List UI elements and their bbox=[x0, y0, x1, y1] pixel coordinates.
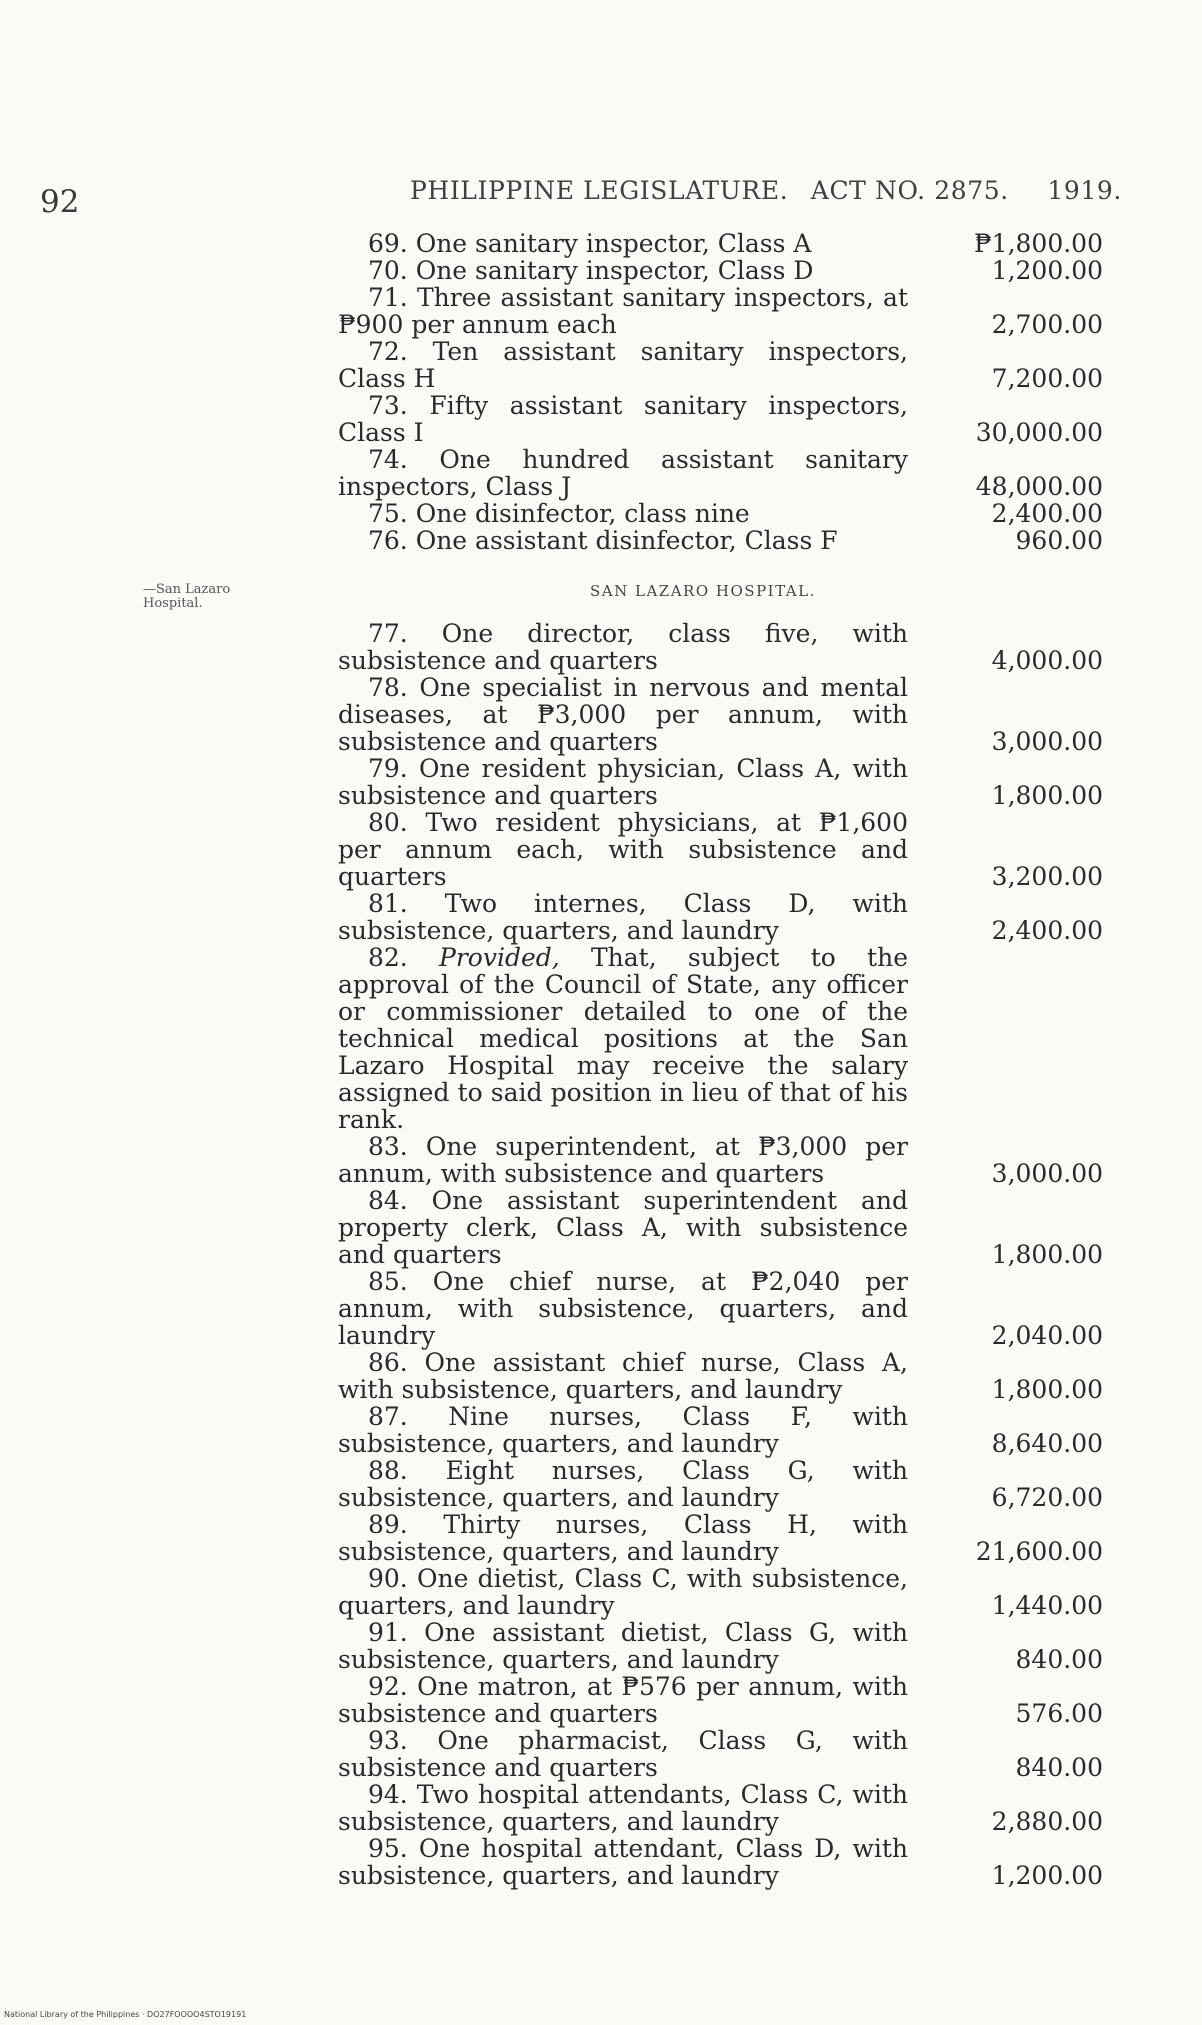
running-head-title: PHILIPPINE LEGISLATURE. bbox=[410, 176, 789, 205]
line-item-text: 79. One resident physician, Class A, with subsistence and quarters bbox=[338, 754, 908, 810]
line-item bbox=[338, 944, 1103, 1133]
line-item-amount: 1,800.00 bbox=[991, 1240, 1103, 1269]
line-item bbox=[338, 257, 1103, 284]
line-item bbox=[338, 620, 1103, 674]
line-item-text: 72. Ten assistant sanitary inspectors, Class H bbox=[338, 337, 908, 393]
line-item-text: 74. One hundred assistant sanitary inspectors, Class J bbox=[338, 445, 908, 501]
line-item-text: 73. Fifty assistant sanitary inspectors, Class I bbox=[338, 391, 908, 447]
footer-credit: National Library of the Philippines · DO27FOOOO4STO19191 bbox=[4, 2010, 247, 2019]
line-item bbox=[338, 338, 1103, 392]
line-item bbox=[338, 1781, 1103, 1835]
line-item-amount: 3,000.00 bbox=[991, 727, 1103, 756]
line-item-text: 85. One chief nurse, at ₱2,040 per annum, with subsistence, quarters, and laundry bbox=[338, 1267, 908, 1350]
line-item-amount: 2,700.00 bbox=[991, 310, 1103, 339]
line-item-amount: 1,440.00 bbox=[991, 1591, 1103, 1620]
line-item-text: 76. One assistant disinfector, Class F bbox=[368, 526, 838, 555]
line-item-amount: 840.00 bbox=[1015, 1753, 1103, 1782]
line-item-text: 90. One dietist, Class C, with subsistence, quarters, and laundry bbox=[338, 1564, 908, 1620]
line-item bbox=[338, 527, 1103, 554]
line-item-text: 92. One matron, at ₱576 per annum, with subsistence and quarters bbox=[338, 1672, 908, 1728]
line-item bbox=[338, 284, 1103, 338]
line-item-text: 83. One superintendent, at ₱3,000 per annum, with subsistence and quarters bbox=[338, 1132, 908, 1188]
line-item bbox=[338, 446, 1103, 500]
line-item-amount: 960.00 bbox=[1015, 526, 1103, 555]
page-number: 92 bbox=[40, 184, 80, 220]
line-item-text: 95. One hospital attendant, Class D, with subsistence, quarters, and laundry bbox=[338, 1834, 908, 1890]
line-item-amount: ₱1,800.00 bbox=[974, 229, 1103, 258]
line-item bbox=[338, 1619, 1103, 1673]
line-item-text: 88. Eight nurses, Class G, with subsistence, quarters, and laundry bbox=[338, 1456, 908, 1512]
line-item-amount: 1,800.00 bbox=[991, 781, 1103, 810]
line-item-amount: 2,400.00 bbox=[991, 916, 1103, 945]
line-item-text: 93. One pharmacist, Class G, with subsistence and quarters bbox=[338, 1726, 908, 1782]
line-item-amount: 1,200.00 bbox=[991, 256, 1103, 285]
line-item-text: 82. Provided, That, subject to the approval of the Council of State, any officer or commissioner detailed to one of the technical medical positions at the San Lazaro Hospital may receive the salary assigned to said position in lieu of that of his rank. bbox=[338, 943, 908, 1134]
line-item-text: 69. One sanitary inspector, Class A bbox=[368, 229, 812, 258]
line-item-text: 91. One assistant dietist, Class G, with subsistence, quarters, and laundry bbox=[338, 1618, 908, 1674]
line-item-text: 89. Thirty nurses, Class H, with subsistence, quarters, and laundry bbox=[338, 1510, 908, 1566]
line-item-text: 78. One specialist in nervous and mental diseases, at ₱3,000 per annum, with subsistence and quarters bbox=[338, 673, 908, 756]
line-item-amount: 1,800.00 bbox=[991, 1375, 1103, 1404]
line-item-text: 84. One assistant superintendent and property clerk, Class A, with subsistence and quarters bbox=[338, 1186, 908, 1269]
line-item bbox=[338, 1511, 1103, 1565]
line-item-amount: 48,000.00 bbox=[975, 472, 1103, 501]
section-heading: SAN LAZARO HOSPITAL. bbox=[590, 582, 816, 600]
line-item-amount: 576.00 bbox=[1015, 1699, 1103, 1728]
line-item bbox=[338, 1565, 1103, 1619]
running-head-act: ACT NO. 2875. bbox=[810, 176, 1009, 205]
line-item bbox=[338, 230, 1103, 257]
line-item bbox=[338, 755, 1103, 809]
line-item-text: 81. Two internes, Class D, with subsistence, quarters, and laundry bbox=[338, 889, 908, 945]
line-item-amount: 4,000.00 bbox=[991, 646, 1103, 675]
running-head-year: 1919. bbox=[1047, 176, 1122, 205]
line-item-amount: 7,200.00 bbox=[991, 364, 1103, 393]
line-item bbox=[338, 674, 1103, 755]
line-item bbox=[338, 1403, 1103, 1457]
line-item-text: 86. One assistant chief nurse, Class A, with subsistence, quarters, and laundry bbox=[338, 1348, 908, 1404]
line-item-amount: 30,000.00 bbox=[975, 418, 1103, 447]
line-item-amount: 2,400.00 bbox=[991, 499, 1103, 528]
side-note: —San Lazaro Hospital. bbox=[143, 582, 231, 611]
line-item-text: 87. Nine nurses, Class F, with subsistence, quarters, and laundry bbox=[338, 1402, 908, 1458]
line-item-text: 70. One sanitary inspector, Class D bbox=[368, 256, 814, 285]
line-item-text: 77. One director, class five, with subsistence and quarters bbox=[338, 619, 908, 675]
line-item-amount: 3,000.00 bbox=[991, 1159, 1103, 1188]
line-item bbox=[338, 1457, 1103, 1511]
line-item bbox=[338, 1133, 1103, 1187]
line-item bbox=[338, 809, 1103, 890]
entries-top bbox=[338, 230, 1103, 554]
line-item bbox=[338, 392, 1103, 446]
line-item-amount: 3,200.00 bbox=[991, 862, 1103, 891]
entries-hospital bbox=[338, 620, 1103, 1889]
line-item-amount: 8,640.00 bbox=[991, 1429, 1103, 1458]
line-item-text: 94. Two hospital attendants, Class C, with subsistence, quarters, and laundry bbox=[338, 1780, 908, 1836]
line-item bbox=[338, 1835, 1103, 1889]
line-item-amount: 2,880.00 bbox=[991, 1807, 1103, 1836]
running-head bbox=[410, 176, 1122, 205]
line-item-text: 71. Three assistant sanitary inspectors, at ₱900 per annum each bbox=[338, 283, 908, 339]
line-item bbox=[338, 1268, 1103, 1349]
line-item-text: 75. One disinfector, class nine bbox=[368, 499, 750, 528]
line-item bbox=[338, 1187, 1103, 1268]
line-item bbox=[338, 1727, 1103, 1781]
line-item-amount: 6,720.00 bbox=[991, 1483, 1103, 1512]
line-item bbox=[338, 500, 1103, 527]
line-item-amount: 2,040.00 bbox=[991, 1321, 1103, 1350]
line-item-amount: 21,600.00 bbox=[975, 1537, 1103, 1566]
line-item bbox=[338, 1673, 1103, 1727]
line-item-text: 80. Two resident physicians, at ₱1,600 per annum each, with subsistence and quarters bbox=[338, 808, 908, 891]
line-item bbox=[338, 890, 1103, 944]
line-item bbox=[338, 1349, 1103, 1403]
line-item-amount: 840.00 bbox=[1015, 1645, 1103, 1674]
line-item-amount: 1,200.00 bbox=[991, 1861, 1103, 1890]
